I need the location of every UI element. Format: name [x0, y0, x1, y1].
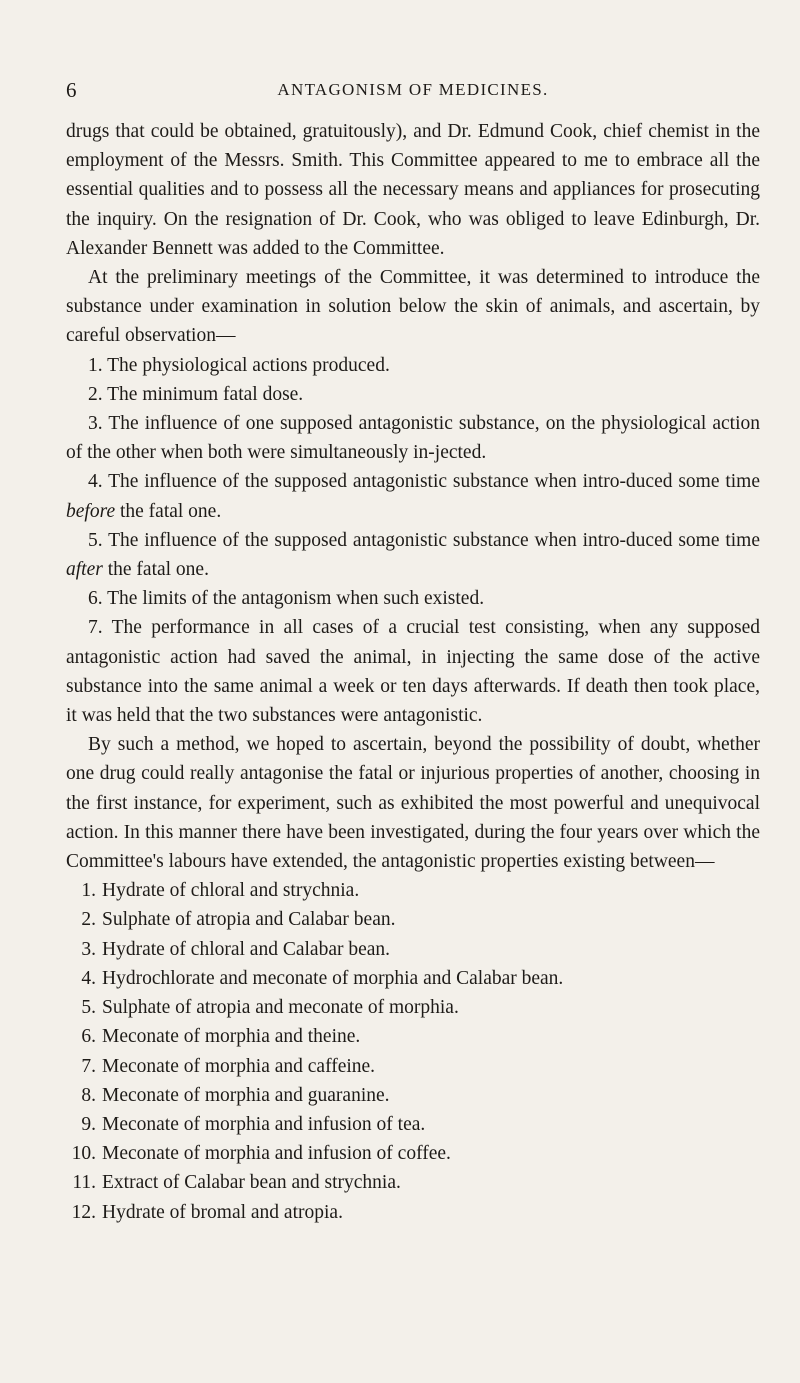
- observation-item-5-text: 5. The influence of the supposed antagonistic substance when intro-duced some time: [88, 529, 760, 551]
- observation-item-1: 1. The physiological actions produced.: [88, 354, 390, 376]
- list-item: 7. Meconate of morphia and caffeine.: [81, 1055, 376, 1077]
- emphasis-before: before: [66, 500, 116, 522]
- list-item: 9. Meconate of morphia and infusion of tea.: [81, 1113, 426, 1135]
- observation-item-4-tail: the fatal one.: [115, 500, 222, 522]
- paragraph-committee: drugs that could be obtained, gratuitously), and Dr. Edmund Cook, chief chemist in the employment of the Messrs. Smith. This Committee appeared to me to embrace all the essential qualities and to possess all the necessary means and appliances for prosecuting the inquiry. On the resignation of Dr. Cook, who was obliged to leave Edinburgh, Dr. Alexander Bennett was added to the Committee.: [66, 121, 760, 259]
- list-item: 10. Meconate of morphia and infusion of coffee.: [71, 1143, 451, 1165]
- list-item: 6. Meconate of morphia and theine.: [81, 1026, 361, 1048]
- running-title: ANTAGONISM OF MEDICINES.: [277, 80, 549, 99]
- body-text: [66, 117, 760, 1227]
- list-item: 4. Hydrochlorate and meconate of morphia and Calabar bean.: [81, 967, 564, 989]
- emphasis-after: after: [66, 559, 103, 581]
- list-item: 2. Sulphate of atropia and Calabar bean.: [81, 909, 396, 931]
- observation-item-4-text: 4. The influence of the supposed antagonistic substance when intro-duced some time: [88, 471, 760, 493]
- running-head: [66, 78, 760, 102]
- list-item: 12. Hydrate of bromal and atropia.: [71, 1201, 343, 1223]
- antagonist-pairs-list: [66, 876, 760, 1226]
- page-number: 6: [66, 78, 77, 102]
- observation-item-7: 7. The performance in all cases of a crucial test consisting, when any supposed antagonistic action had saved the animal, in injecting the same dose of the active substance into the same animal a week or ten days afterwards. If death then took place, it was held that the two substances were antagonistic.: [66, 617, 760, 727]
- list-item: 3. Hydrate of chloral and Calabar bean.: [81, 938, 391, 960]
- observation-item-3: 3. The influence of one supposed antagonistic substance, on the physiological action of the other when both were simultaneously in-jected.: [66, 413, 760, 464]
- list-item: 5. Sulphate of atropia and meconate of morphia.: [81, 997, 459, 1019]
- list-item: 1. Hydrate of chloral and strychnia.: [81, 880, 360, 902]
- list-item: 8. Meconate of morphia and guaranine.: [81, 1084, 390, 1106]
- observation-item-4: [66, 467, 760, 525]
- observation-item-2: 2. The minimum fatal dose.: [88, 383, 304, 405]
- paragraph-method: At the preliminary meetings of the Committee, it was determined to introduce the substance under examination in solution below the skin of animals, and ascertain, by careful observation—: [66, 267, 760, 347]
- list-item: 11. Extract of Calabar bean and strychnia.: [72, 1172, 401, 1194]
- paragraph-investigation: By such a method, we hoped to ascertain, beyond the possibility of doubt, whether one drug could really antagonise the fatal or injurious properties of another, choosing in the first instance, for experiment, such as exhibited the most powerful and unequivocal action. In this manner there have been investigated, during the four years over which the Committee's labours have extended, the antagonistic properties existing between—: [66, 734, 760, 873]
- observation-item-5-tail: the fatal one.: [102, 559, 209, 581]
- observation-item-6: 6. The limits of the antagonism when such existed.: [88, 588, 485, 610]
- observation-item-5: [66, 526, 760, 584]
